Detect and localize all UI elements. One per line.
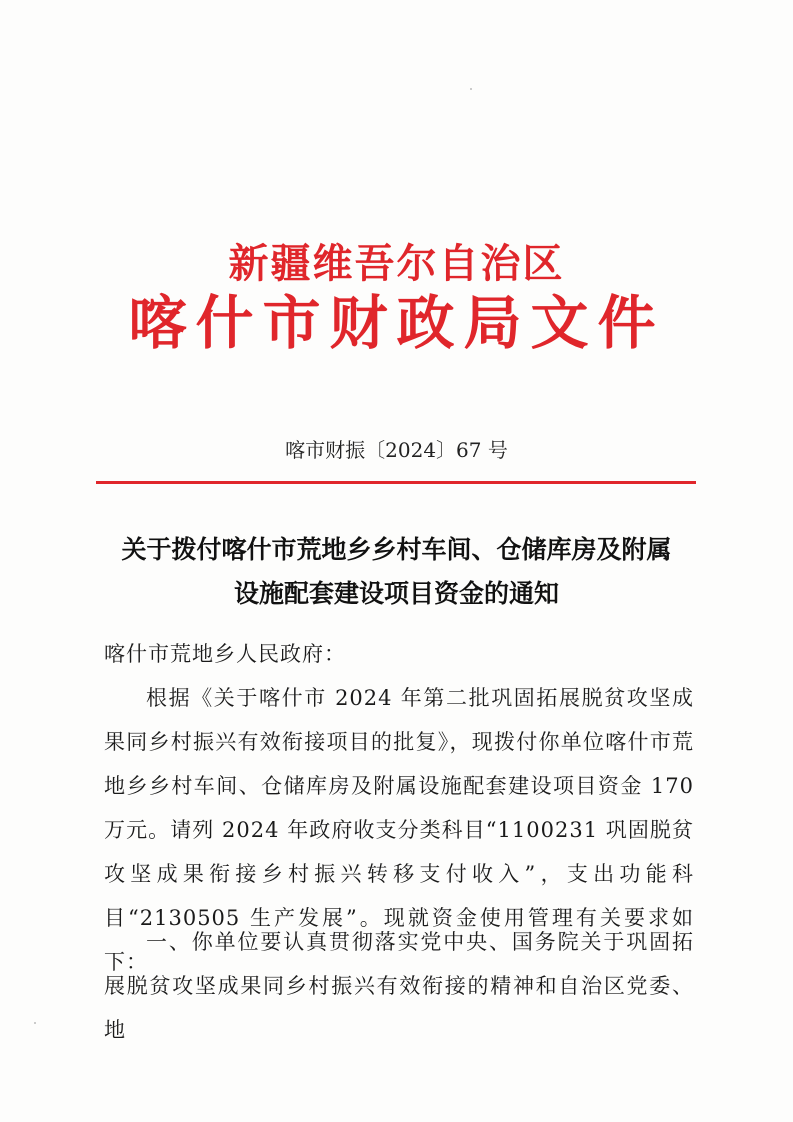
- document-title: [80, 528, 713, 616]
- issuer-title: 喀什市财政局文件: [128, 289, 665, 357]
- document-number: 喀市财振〔2024〕67 号: [285, 438, 508, 462]
- addressee: 喀什市荒地乡人民政府：: [104, 642, 346, 666]
- title-line-2: 设施配套建设项目资金的通知: [233, 579, 559, 608]
- body-paragraph-1: 根据《关于喀什市 2024 年第二批巩固拓展脱贫攻坚成果同乡村振兴有效衔接项目的批复》，现拨付你单位喀什市荒地乡乡村车间、仓储库房及附属设施配套建设项目资金 170 万元。请列 2024 年政府收支分类科目“1100231 巩固脱贫攻坚成果衔接乡村振兴转移支付收入”，支出功能科目“2130505 生产发展”。现就资金使用管理有关要求如下：: [104, 686, 694, 974]
- body-paragraph-2: 一、你单位要认真贯彻落实党中央、国务院关于巩固拓展脱贫攻坚成果同乡村振兴有效衔接的精神和自治区党委、地: [104, 930, 694, 1042]
- issuer-region: 新疆维吾尔自治区: [228, 240, 565, 287]
- scan-speck: [470, 88, 472, 90]
- scan-speck: [34, 1022, 36, 1024]
- red-divider-line: [96, 481, 696, 484]
- title-line-1: 关于拨付喀什市荒地乡乡村车间、仓储库房及附属: [121, 535, 672, 564]
